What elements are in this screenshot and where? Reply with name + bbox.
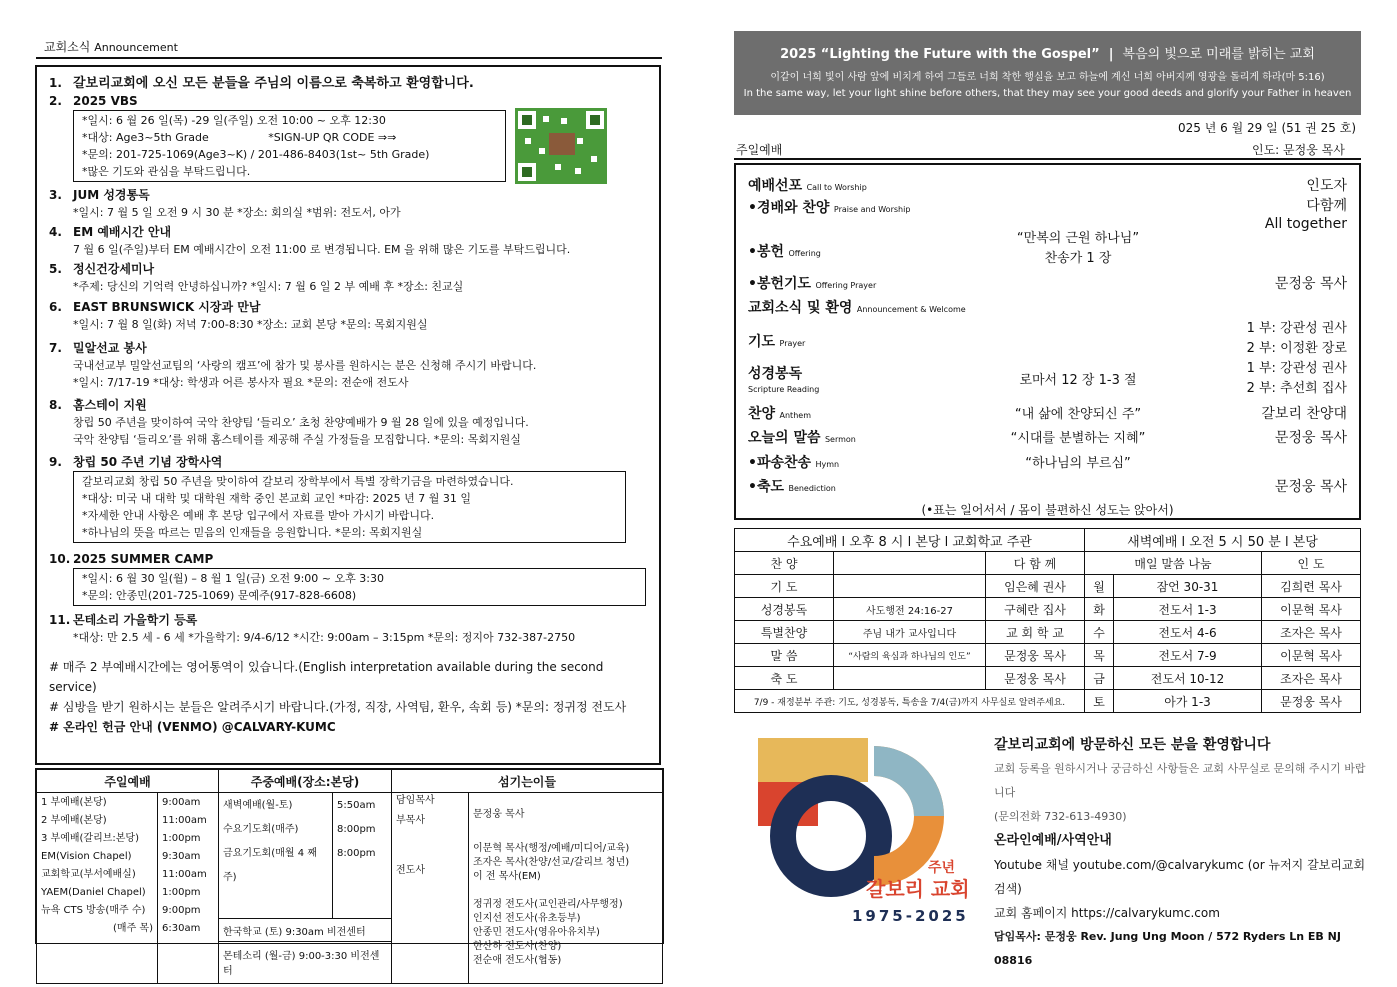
table-row: 성경봉독 사도행전 24:16-27 구혜란 집사 화 전도서 1-3 이문혁 목사 [735,598,1361,621]
korean-school: 한국학교 (토) 9:30am 비전센터 [219,919,392,942]
item-11: 11. 몬테소리 가을학기 등록 *대상: 만 2.5 세 - 6 세 *가을학기: 9/4-6/12 *시간: 9:00am – 3:15pm *문의: 정지아 732-387-2750 [49,613,576,644]
order-row: •파송찬송 Hymn “하나님의 부르심” [748,455,1131,471]
youtube-link[interactable]: Youtube 채널 youtube.com/@calvarykumc (or 뉴저지 갈보리교회 검색) [994,858,1366,896]
item-1: 1. 갈보리교회에 오신 모든 분들을 주님의 이름으로 축복하고 환영합니다. [49,76,474,91]
scripture-readers: 1 부: 강관성 권사 2 부: 추선희 집사 [1246,361,1347,396]
wed-dawn-schedule [734,528,1361,714]
item-3: 3. JUM 성경통독 *일시: 7 월 5 일 오전 9 시 30 분 *장소: 회의실 *범위: 전도서, 아가 [49,188,401,219]
table-row: 찬 양 다 함 께 매일 말씀 나눔 인 도 [735,552,1361,575]
item-4: 4. EM 예배시간 안내 7 월 6 일(주일)부터 EM 예배시간이 오전 11:00 로 변경됩니다. EM 을 위해 많은 기도를 부탁드립니다. [49,225,571,256]
order-row: •봉헌기도 Offering Prayer 문정웅 목사 [748,276,1347,292]
item-6: 6. EAST BRUNSWICK 시장과 만남 *일시: 7 월 8 일(화) 저녁 7:00-8:30 *장소: 교회 본당 *문의: 목회지원실 [49,300,428,331]
logo-years: 1975-2025 [852,907,969,925]
scripture-text: 로마서 12 장 1-3 절 [1019,373,1137,388]
sunday-names: 1 부예배(본당) 2 부예배(본당) 3 부예배(갈리브:본당) EM(Vision Chapel) 교회학교(부서예배실) YAEM(Daniel Chapel) 뉴욕 CTS 방송(매주 수) (매주 목) [37,793,158,984]
wed-footer: 7/9 - 재정분부 주관: 기도, 성경봉독, 특송을 7/4(금)까지 사무실로 알려주세요. [735,690,1085,713]
table-row: 말 씀 “사람의 육심과 하나님의 인도” 문정웅 목사 목 전도서 7-9 이문혁 목사 [735,644,1361,667]
staff-roles: 담임목사 부목사 전도사 [392,793,469,984]
table-row: 축 도 문정웅 목사 금 전도서 10-12 조자은 목사 [735,667,1361,690]
order-row: •축도 Benediction 문정웅 목사 [748,479,1347,495]
sunday-header: 주일예배 [37,770,219,793]
announcement-title: 교회소식 Announcement [44,40,178,54]
logo-name: 갈보리 교회 [866,877,970,901]
order-row: 예배선포 Call to Worship 인도자 [748,178,1347,194]
divider [36,57,662,59]
order-row: 오늘의 말씀 Sermon “시대를 분별하는 지혜” 문정웅 목사 [748,430,1347,446]
item-5: 5. 정신건강세미나 *주제: 당신의 기억력 안녕하십니까? *일시: 7 월 6 일 2 부 예배 후 *장소: 친교실 [49,262,464,293]
prayer-leaders: 1 부: 강관성 권사 2 부: 이정환 장로 [1246,321,1347,356]
service-label: 주일예배 [736,143,783,157]
order-row: •봉헌 Offering [748,244,821,260]
staff-header: 섬기는이들 [392,770,663,793]
weekday-header: 주중예배(장소:본당) [219,770,392,793]
order-of-worship [734,163,1361,520]
order-row: •경배와 찬양 Praise and Worship 다함께 All together [748,198,1347,232]
homepage-link[interactable]: 교회 홈페이지 https://calvarykumc.com [994,906,1220,920]
table-row: 7/9 - 재정분부 주관: 기도, 성경봉독, 특송을 7/4(금)까지 사무실로 알려주세요. 토 아가 1-3 문정웅 목사 [735,690,1361,713]
montessori: 몬테소리 (월-금) 9:00-3:30 비전센터 [219,941,392,983]
order-row: 성경봉독 [748,366,803,382]
weekday-names: 새벽예배(월-토) 수요기도회(매주) 금요기도회(매월 4 째주) [219,793,333,919]
standing-note: (•표는 일어서서 / 몸이 불편하신 성도는 앉아서) [921,503,1174,517]
theme-banner: 2025 “Lighting the Future with the Gospel” | 복음의 빛으로 미래를 밝히는 교회 이같이 너희 빛이 사람 앞에 비치게 하여 그들로 너희 착한 행실을 보고 하늘에 계신 너희 아버지께 영광을 돌리게 하라(마 5:16) In the same way, let your light shine before others, that they may see your good deeds and glorify your Father in heaven [734,31,1361,115]
sunday-times: 9:00am 11:00am 1:00pm 9:30am 11:00am 1:00pm 9:00pm 6:30am [158,793,219,984]
bulletin-date: 025 년 6 월 29 일 (51 권 25 호) [1178,121,1357,135]
service-times-table [35,768,664,978]
table-row: 기 도 임은혜 권사 월 잠언 30-31 김희련 목사 [735,575,1361,598]
wed-header: 수요예배 l 오후 8 시 l 본당 l 교회학교 주관 [735,529,1085,552]
notes: # 매주 2 부예배시간에는 영어통역이 있습니다.(English interpretation available during the second service) # 심방을 받기 원하시는 분들은 알려주시기 바랍니다.(가정, 직장, 사역팀, 환우, 속회 등) *문의: 정귀정 전도사 # 온라인 헌금 안내 (VENMO) @CALVARY-KUMC [49,660,627,734]
staff-names: 문정웅 목사 이문혁 목사(행정/예배/미디어/교육) 조자은 목사(찬양/선교/갈리브 청년) 이 전 목사(EM) 정귀정 전도사(교인관리/사무행정) 인지선 전도사(유초등부) 안종민 전도사(영유아유치부) 한산하 전도사(찬양) 전순애 전도사(협동) [469,793,663,984]
item-8: 8. 홈스테이 지원 창립 50 주년을 맞이하여 국악 찬양팀 ‘들리오’ 초청 찬양예배가 9 월 28 일에 있을 예정입니다. 국악 찬양팀 ‘들리오’를 위해 홈스테이를 제공해 주실 가정들을 모집합니다. *문의: 목회지원실 [49,398,529,446]
order-row: 교회소식 및 환영 Announcement & Welcome [748,300,966,316]
order-row: 찬양 Anthem “내 삶에 찬양되신 주” 갈보리 찬양대 [748,406,1347,422]
scripture-en: Scripture Reading [748,385,820,394]
qr-code[interactable] [515,108,607,184]
item-10: 10. 2025 SUMMER CAMP *일시: 6 월 30 일(월) – 8 월 1 일(금) 오전 9:00 ~ 오후 3:30 *문의: 안종민(201-725-1069) 문예주(917-828-6608) [49,551,651,606]
dawn-header: 새벽예배 l 오전 5 시 50 분 l 본당 [1085,529,1361,552]
order-row: 기도 Prayer [748,334,806,350]
item-9: 9. 창립 50 주년 기념 장학사역 갈보리교회 창립 50 주년을 맞이하여 갈보리 장학부에서 특별 장학기금을 마련하였습니다. *대상: 미국 내 대학 및 대학원 재학 중인 본교회 교인 *마감: 2025 년 7 월 31 일 *자세한 안내 사항은 예배 후 본당 입구에서 자료를 받아 가시기 바랍니다. *하나님의 뜻을 따르는 믿음의 인재들을 응원합니다. *문의: 목회지원실 [49,454,651,543]
item-2: 2. 2025 VBS *일시: 6 월 26 일(목) -29 일(주일) 오전 10:00 ~ 오후 12:30 *대상: Age3~5th Grade *SIGN-UP QR CODE ⇒⇒ *문의: 201-725-1069(Age3~K) / 201-486-8403(1st~ 5th Grade) *많은 기도와 관심을 부탁드립니다. [49,93,651,182]
logo-anniv: 주년 [928,860,956,876]
item-7: 7. 밀알선교 봉사 국내선교부 밀알선교팀의 ‘사랑의 캠프’에 참가 및 봉사를 원하시는 분은 신청해 주시기 바랍니다. *일시: 7/17-19 *대상: 학생과 어른 봉사자 필요 *문의: 전순애 전도사 [49,341,537,389]
anniversary-logo [756,736,976,926]
offering-hymn: “만복의 근원 하나님” 찬송가 1 장 [1016,231,1140,266]
divider [734,158,1361,160]
table-row: 특별찬양 주님 내가 교사입니다 교 회 학 교 수 전도서 4-6 조자은 목사 [735,621,1361,644]
welcome-info: 갈보리교회에 방문하신 모든 분을 환영합니다 교회 등록을 원하시거나 궁금하신 사항들은 교회 사무실로 문의해 주시기 바랍니다 (문의전화 732-613-4930) 온라인예배/사역안내 Youtube 채널 youtube.com/@calvarykumc (or 뉴저지 갈보리교회 검색) 교회 홈페이지 https://calvarykumc.com 담임목사: 문정웅 Rev. Jung Ung Moon / 572 Ryders Ln EB NJ 08816 [994,733,1374,973]
leader: 인도: 문정웅 목사 [1252,143,1345,157]
weekday-times: 5:50am 8:00pm 8:00pm [333,793,392,919]
